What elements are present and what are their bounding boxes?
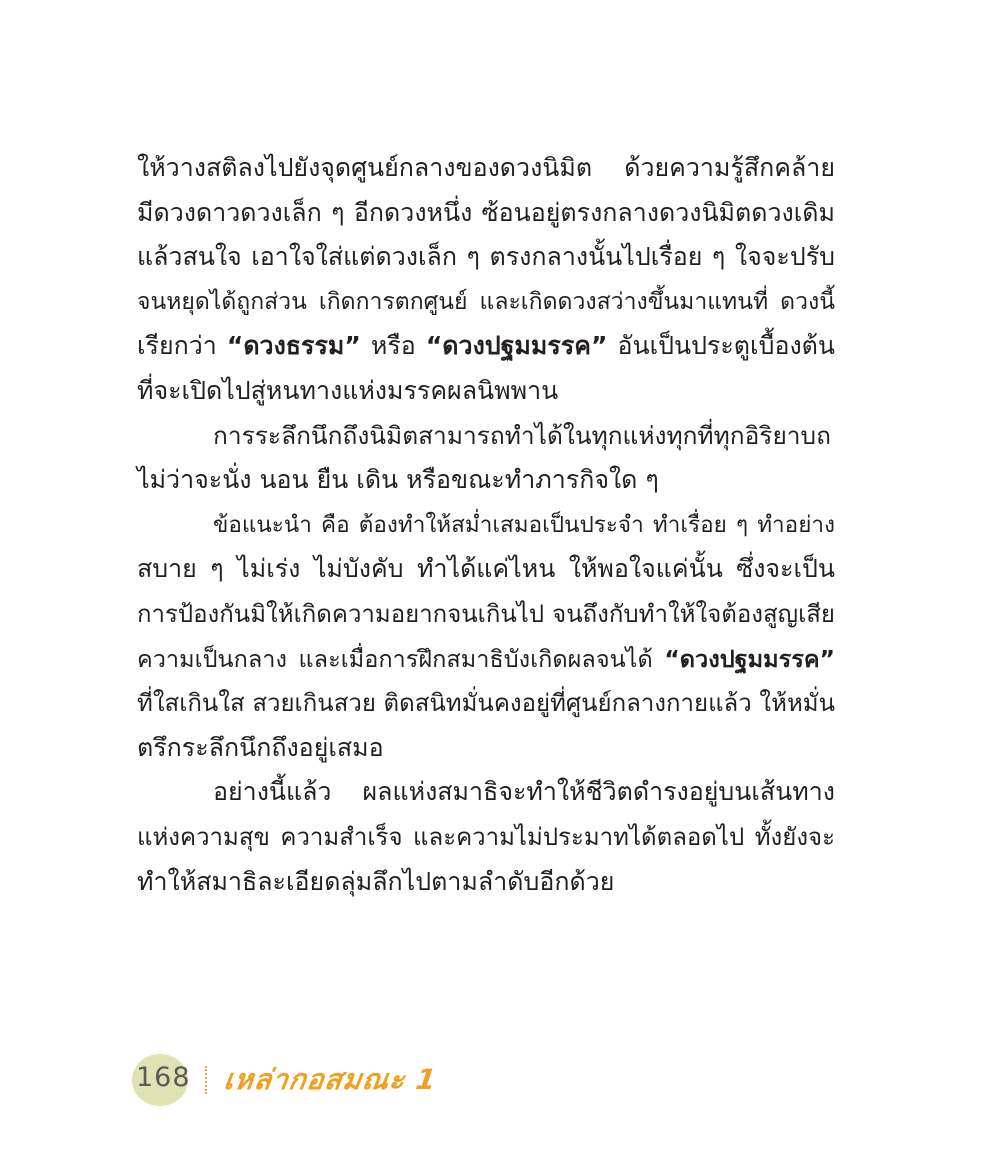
emphasis-term: “ดวงธรรม” bbox=[226, 331, 361, 361]
footer-divider bbox=[205, 1066, 207, 1094]
page-number: 168 bbox=[136, 1062, 191, 1093]
text-line bbox=[137, 860, 835, 905]
text-segment: ไม่ว่าจะนั่ง นอน ยืน เดิน หรือขณะทำภารกิจใด ๆ bbox=[137, 465, 659, 495]
text-line bbox=[137, 414, 835, 459]
text-line bbox=[137, 191, 835, 236]
text-segment: อย่างนี้แล้ว ผลแห่งสมาธิจะทำให้ชีวิตดำรงอยู่บนเส้นทาง bbox=[213, 777, 835, 807]
text-segment: ที่จะเปิดไปสู่หนทางแห่งมรรคผลนิพพาน bbox=[137, 375, 559, 405]
text-line bbox=[137, 592, 835, 637]
text-line bbox=[137, 369, 835, 414]
text-line bbox=[137, 235, 835, 280]
text-segment: จนหยุดได้ถูกส่วน เกิดการตกศูนย์ และเกิดดวงสว่างขึ้นมาแทนที่ ดวงนี้ bbox=[137, 288, 835, 315]
emphasis-term: “ดวงปฐมมรรค” bbox=[425, 331, 608, 361]
text-line bbox=[137, 637, 835, 682]
text-line bbox=[137, 681, 835, 726]
text-segment: ที่ใสเกินใส สวยเกินสวย ติดสนิทมั่นคงอยู่ที่ศูนย์กลางกายแล้ว ให้หมั่น bbox=[137, 689, 835, 718]
text-segment: หรือ bbox=[360, 331, 426, 361]
text-line bbox=[137, 503, 835, 548]
text-segment: เรียกว่า bbox=[137, 331, 227, 361]
text-segment: ทำให้สมาธิละเอียดลุ่มลึกไปตามลำดับอีกด้วย bbox=[137, 866, 615, 896]
book-title: เหล่ากอสมณะ 1 bbox=[221, 1063, 439, 1096]
text-line bbox=[137, 324, 835, 369]
text-segment: แห่งความสุข ความสำเร็จ และความไม่ประมาทได้ตลอดไป ทั้งยังจะ bbox=[137, 822, 835, 851]
text-segment: มีดวงดาวดวงเล็ก ๆ อีกดวงหนึ่ง ซ้อนอยู่ตรงกลางดวงนิมิตดวงเดิม bbox=[137, 197, 835, 227]
text-segment: อันเป็นประตูเบื้องต้น bbox=[607, 331, 835, 361]
text-segment: ตรึกระลึกนึกถึงอยู่เสมอ bbox=[137, 732, 384, 762]
text-segment: การป้องกันมิให้เกิดความอยากจนเกินไป จนถึงกับทำให้ใจต้องสูญเสีย bbox=[137, 599, 835, 628]
text-segment: ข้อแนะนำ คือ ต้องทำให้สม่ำเสมอเป็นประจำ ทำเรื่อย ๆ ทำอย่าง bbox=[213, 511, 835, 538]
text-line bbox=[137, 458, 835, 503]
text-line bbox=[137, 726, 835, 771]
text-segment: ให้วางสติลงไปยังจุดศูนย์กลางของดวงนิมิต ด้วยความรู้สึกคล้าย bbox=[137, 153, 835, 182]
text-line bbox=[137, 547, 835, 592]
text-line bbox=[137, 280, 835, 325]
text-segment: แล้วสนใจ เอาใจใส่แต่ดวงเล็ก ๆ ตรงกลางนั้นไปเรื่อย ๆ ใจจะปรับ bbox=[137, 242, 835, 272]
text-line bbox=[137, 146, 835, 191]
text-line bbox=[137, 770, 835, 815]
text-segment: สบาย ๆ ไม่เร่ง ไม่บังคับ ทำได้แค่ไหน ให้พอใจแค่นั้น ซึ่งจะเป็น bbox=[137, 554, 835, 584]
text-segment: การระลึกนึกถึงนิมิตสามารถทำได้ในทุกแห่งทุกที่ทุกอิริยาบถ bbox=[213, 420, 831, 450]
text-segment: ความเป็นกลาง และเมื่อการฝึกสมาธิบังเกิดผลจนได้ bbox=[137, 644, 665, 673]
text-line bbox=[137, 815, 835, 860]
page-footer bbox=[132, 1052, 552, 1108]
body-text bbox=[137, 146, 835, 904]
emphasis-term: “ดวงปฐมมรรค” bbox=[664, 644, 835, 673]
